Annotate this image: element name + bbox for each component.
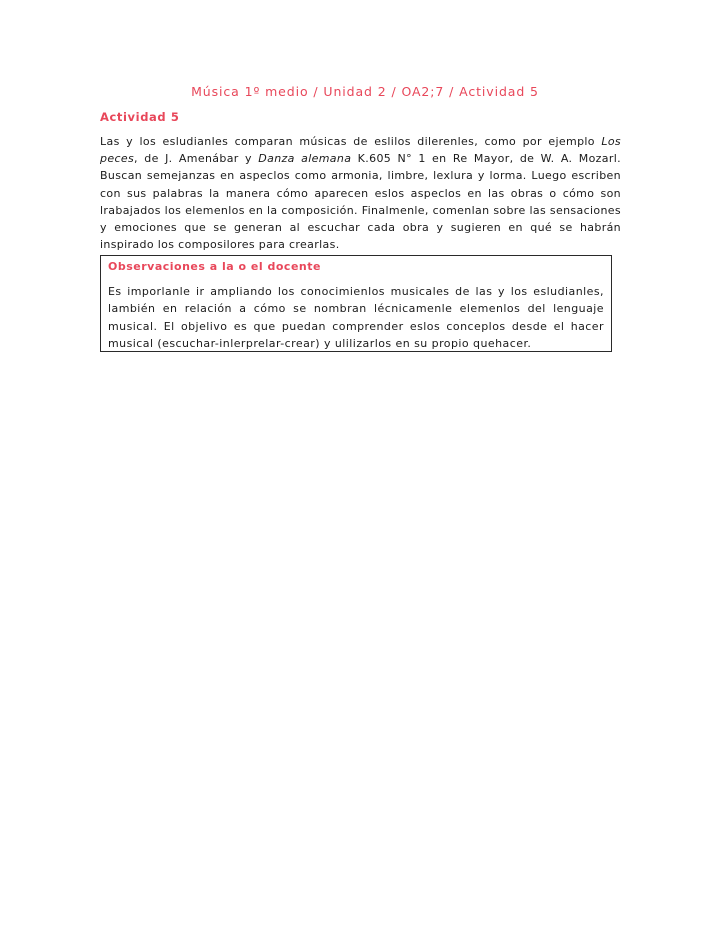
observations-text: Es imporlanle ir ampliando los conocimienlos musicales de las y los esludianles, lambién en relación a cómo se nombran lécnicamenle elemenlos del lenguaje musical. El objelivo es que puedan comprender eslos conceplos desde el hacer musical (escuchar-inlerprelar-crear) y ulilizarlos en su propio quehacer. — [108, 285, 604, 351]
activity-paragraph — [100, 133, 621, 253]
work-title-los-peces: Los peces — [100, 135, 621, 166]
observations-title: Observaciones a la o el docente — [108, 260, 321, 273]
paragraph-text: K.605 N° 1 en Re Mayor, de W. A. Mozarl. Buscan semejanzas en aspeclos como armonia, limbre, lexlura y lorma. Luego escriben con sus palabras la manera cómo aparecen eslos aspeclos en las obras o cómo son lrabajados los elemenlos en la composición. Finalmenle, comenlan sobre las sensaciones y emociones que se generan al escuchar cada obra y sugieren en qué se habrán inspirado los composilores para crearlas. — [100, 152, 621, 252]
paragraph-text: Las y los esludianles comparan músicas de eslilos dilerenles, como por ejemplo — [100, 135, 602, 148]
breadcrumb-header: Música 1º medio / Unidad 2 / OA2;7 / Actividad 5 — [191, 84, 539, 99]
work-title-danza-alemana: Danza alemana — [258, 152, 352, 166]
activity-title: Actividad 5 — [100, 110, 180, 124]
paragraph-text: , de J. Amenábar y — [134, 152, 259, 166]
teacher-observations-box — [100, 255, 612, 352]
